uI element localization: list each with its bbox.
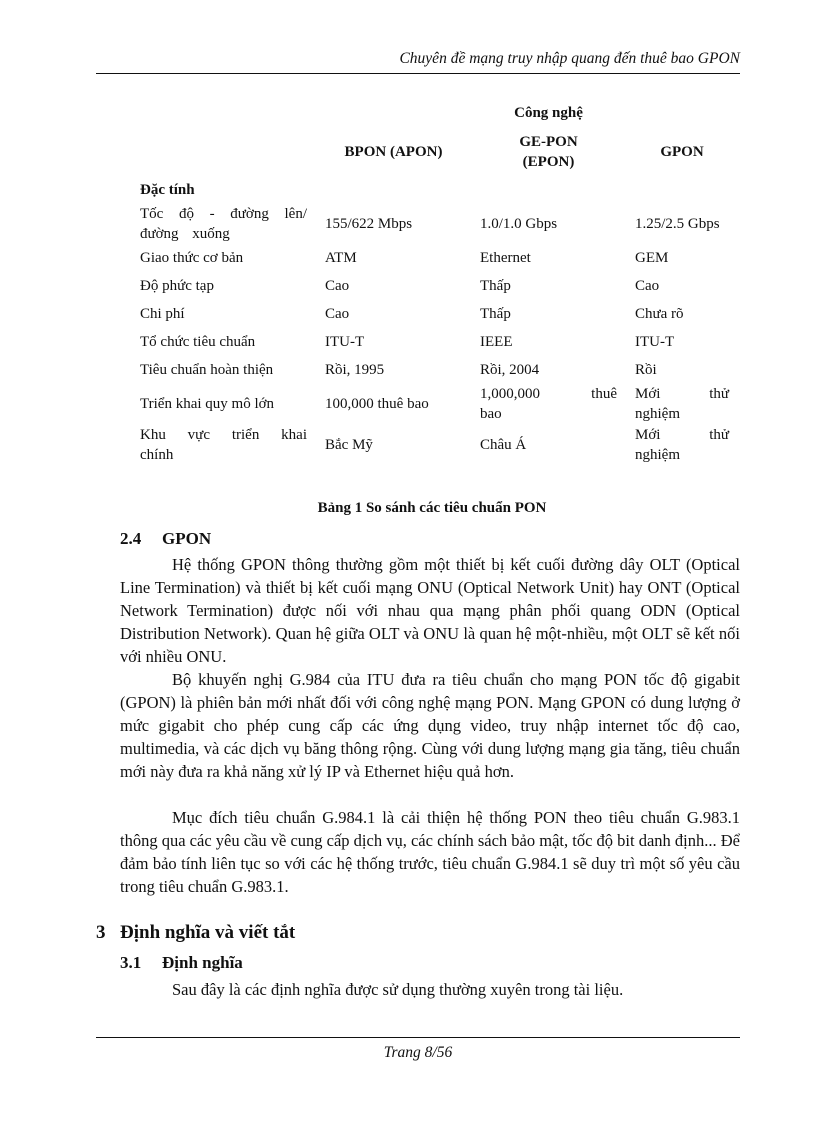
cell-gpon: ITU-T bbox=[635, 334, 675, 350]
cell-bpon: ITU-T bbox=[325, 334, 365, 350]
table-row bbox=[131, 300, 738, 328]
cell-bpon: ATM bbox=[325, 250, 357, 266]
page-header: Chuyên đề mạng truy nhập quang đến thuê bao GPON bbox=[399, 50, 740, 67]
column-header-gpon: GPON bbox=[660, 144, 704, 160]
cell-bpon: 155/622 Mbps bbox=[325, 216, 413, 232]
section-heading-3-1 bbox=[120, 953, 243, 973]
section-number: 2.4 bbox=[120, 529, 142, 548]
cell-bpon: Cao bbox=[325, 306, 350, 322]
column-header-gepon-line2: (EPON) bbox=[522, 154, 575, 170]
section-number: 3 bbox=[96, 922, 106, 943]
cell-gepon: Châu Á bbox=[480, 437, 527, 453]
cell-gepon: IEEE bbox=[480, 334, 513, 350]
cell-gepon: 1.0/1.0 Gbps bbox=[480, 216, 558, 232]
row-header-label: Đặc tính bbox=[140, 182, 195, 198]
cell-gpon: Chưa rõ bbox=[635, 306, 684, 322]
cell-bpon: Bắc Mỹ bbox=[325, 437, 373, 453]
cell-gpon: Mới thử nghiệm bbox=[635, 386, 729, 422]
pon-comparison-table bbox=[131, 98, 738, 466]
column-header-gepon bbox=[471, 128, 626, 176]
table-caption: Bảng 1 So sánh các tiêu chuẩn PON bbox=[317, 500, 547, 516]
page-number: Trang 8/56 bbox=[383, 1044, 453, 1061]
paragraph bbox=[120, 553, 740, 668]
cell-gpon: Cao bbox=[635, 278, 660, 294]
section-title: GPON bbox=[162, 529, 212, 548]
row-label: Độ phức tạp bbox=[140, 278, 214, 294]
section-title: Định nghĩa và viết tắt bbox=[120, 922, 296, 943]
column-header-gepon-line1: GE-PON bbox=[519, 134, 578, 150]
cell-gepon: Thấp bbox=[480, 306, 511, 322]
table-row bbox=[131, 424, 738, 466]
row-label: Chi phí bbox=[140, 306, 185, 322]
footer-divider bbox=[96, 1037, 740, 1038]
section-heading-2-4 bbox=[120, 529, 211, 549]
row-label: Khu vực triển khai chính bbox=[140, 427, 307, 463]
cell-bpon: Cao bbox=[325, 278, 350, 294]
table-row bbox=[131, 244, 738, 272]
row-label: Tiêu chuẩn hoàn thiện bbox=[140, 362, 274, 378]
table-group-heading: Công nghệ bbox=[514, 105, 583, 121]
paragraph-text: Hệ thống GPON thông thường gồm một thiết bị kết cuối đường dây OLT (Optical Line Termination) và thiết bị kết cuối mạng ONU (Optical Network Unit) hay ONT (Optical Network Termination) được nối với nhau qua mạng phân phối quang ODN (Optical Distribution Network). Quan hệ giữa OLT và ONU là quan hệ một-nhiều, một OLT sẽ kết nối với nhiều ONU. bbox=[120, 555, 740, 666]
paragraph-text: Sau đây là các định nghĩa được sử dụng thường xuyên trong tài liệu. bbox=[172, 980, 624, 999]
paragraph bbox=[120, 806, 740, 898]
table-row bbox=[131, 328, 738, 356]
row-label: Tốc độ - đường lên/đường xuống bbox=[140, 206, 307, 242]
table-row bbox=[131, 384, 738, 424]
cell-gepon: Rồi, 2004 bbox=[480, 362, 540, 378]
table-row bbox=[131, 272, 738, 300]
cell-gepon: 1,000,000 thuê bao bbox=[480, 386, 617, 422]
cell-gepon: Ethernet bbox=[480, 250, 531, 266]
column-header-bpon: BPON (APON) bbox=[344, 144, 443, 160]
section-number: 3.1 bbox=[120, 953, 142, 972]
row-label: Tổ chức tiêu chuẩn bbox=[140, 334, 256, 350]
cell-gepon: Thấp bbox=[480, 278, 511, 294]
paragraph-text: Mục đích tiêu chuẩn G.984.1 là cải thiện hệ thống PON theo tiêu chuẩn G.983.1 thông qua các yêu cầu về cung cấp dịch vụ, các chính sách bảo mật, tốc độ bit danh định... Để đảm bảo tính liên tục so với các hệ thống trước, tiêu chuẩn G.984.1 sẽ duy trì một số yêu cầu trong tiêu chuẩn G.983.1. bbox=[120, 808, 740, 896]
paragraph bbox=[120, 668, 740, 783]
paragraph bbox=[120, 978, 740, 1001]
cell-gpon: Rồi bbox=[635, 362, 657, 378]
table-row bbox=[131, 204, 738, 244]
table-row bbox=[131, 356, 738, 384]
header-divider bbox=[96, 73, 740, 74]
cell-gpon: Mới thử nghiệm bbox=[635, 427, 729, 463]
cell-gpon: GEM bbox=[635, 250, 669, 266]
paragraph-text: Bộ khuyến nghị G.984 của ITU đưa ra tiêu chuẩn cho mạng PON tốc độ gigabit (GPON) là phiên bản mới nhất đối với công nghệ mạng PON. Mạng GPON có dung lượng ở mức gigabit cho phép cung cấp các ứng dụng video, truy nhập internet tốc độ cao, multimedia, và các dịch vụ băng thông rộng. Cùng với dung lượng mạng gia tăng, tiêu chuẩn mới này đưa ra khả năng xử lý IP và Ethernet hiệu quả hơn. bbox=[120, 670, 740, 781]
section-title: Định nghĩa bbox=[162, 953, 243, 972]
row-label: Giao thức cơ bản bbox=[140, 250, 244, 266]
row-label: Triển khai quy mô lớn bbox=[140, 396, 275, 412]
section-heading-3 bbox=[96, 922, 295, 944]
cell-gpon: 1.25/2.5 Gbps bbox=[635, 216, 720, 232]
cell-bpon: 100,000 thuê bao bbox=[325, 396, 429, 412]
cell-bpon: Rồi, 1995 bbox=[325, 362, 385, 378]
